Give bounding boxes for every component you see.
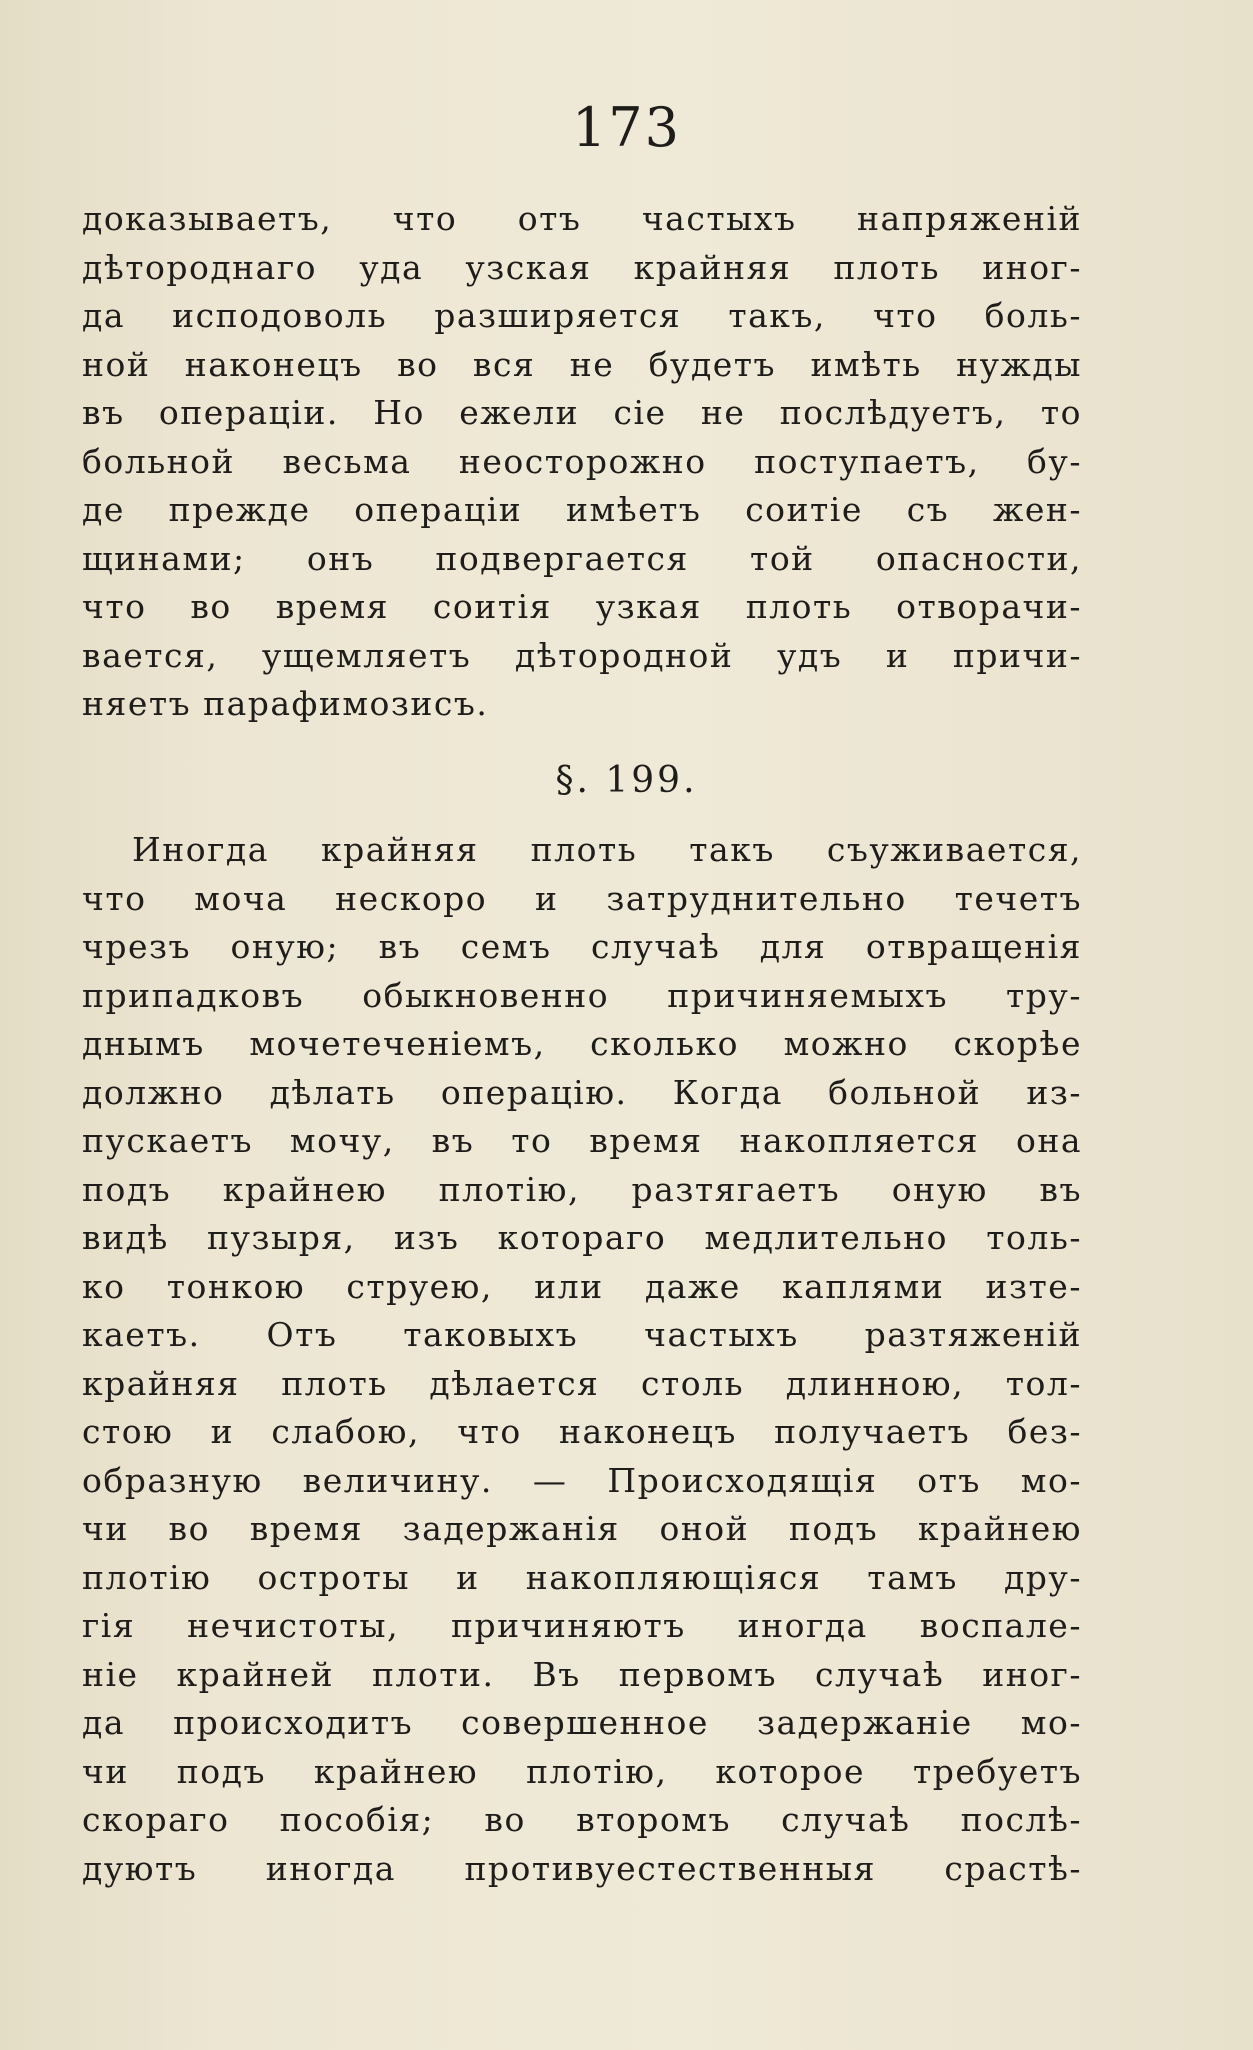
text-line: вается, ущемляетъ дѣтородной удъ и причи-	[82, 635, 1082, 675]
text-line: де прежде операцiи имѣетъ соитiе съ жен-	[82, 490, 1082, 529]
page-number: 173	[571, 96, 682, 159]
text-line: плотiю остроты и накопляющiяся тамъ дру-	[82, 1557, 1082, 1597]
text-line: въ операцiи. Но ежели сiе не послѣдуетъ, то	[82, 393, 1082, 432]
text-line: подъ крайнею плотiю, разтягаетъ оную въ	[82, 1169, 1082, 1209]
text-line: что моча нескоро и затруднительно течетъ	[82, 878, 1082, 918]
text-line: ко тонкою струею, или даже каплями изте-	[82, 1266, 1082, 1306]
text-line: стою и слабою, что наконецъ получаетъ без-	[82, 1412, 1082, 1451]
text-line: чи подъ крайнею плотiю, которое требуетъ	[82, 1751, 1082, 1791]
text-line: каетъ. Отъ таковыхъ частыхъ разтяженiй	[82, 1315, 1082, 1354]
text-line: щинами; онъ подвергается той опасности,	[82, 538, 1082, 578]
text-line: днымъ мочетеченiемъ, сколько можно скорѣе	[82, 1024, 1082, 1063]
text-line: видѣ пузыря, изъ котораго медлительно толь-	[82, 1218, 1082, 1257]
text-line: да исподоволь разширяется такъ, что боль-	[82, 296, 1082, 335]
text-line: няетъ парафимозисъ.	[82, 684, 489, 723]
text-line: дуютъ иногда противуестественныя срастѣ-	[82, 1848, 1082, 1888]
text-line: пускаетъ мочу, въ то время накопляется она	[82, 1121, 1082, 1160]
text-line: должно дѣлать операцiю. Когда больной из-	[82, 1072, 1082, 1112]
text-line: припадковъ обыкновенно причиняемыхъ тру-	[82, 975, 1082, 1015]
text-line: дѣтороднаго уда узская крайняя плоть иног-	[82, 247, 1082, 287]
text-line: доказываетъ, что отъ частыхъ напряженiй	[82, 199, 1082, 238]
text-line: больной весьма неосторожно поступаетъ, бу-	[82, 441, 1082, 481]
text-line: ной наконецъ во вся не будетъ имѣть нужды	[82, 344, 1082, 384]
text-line: образную величину. — Происходящiя отъ мо-	[82, 1460, 1082, 1500]
paragraph-1	[82, 195, 1082, 729]
section-heading: §. 199.	[555, 760, 698, 801]
paragraph-2	[82, 826, 1082, 1893]
text-line: чрезъ оную; въ семъ случаѣ для отвращенiя	[82, 927, 1082, 966]
text-line: крайняя плоть дѣлается столь длинною, тол-	[82, 1363, 1082, 1403]
text-line: гiя нечистоты, причиняютъ иногда воспале-	[82, 1606, 1082, 1645]
text-line: что во время соитiя узкая плоть отворачи-	[82, 587, 1082, 626]
text-line: скораго пособiя; во второмъ случаѣ послѣ-	[82, 1800, 1082, 1839]
text-line: нiе крайней плоти. Въ первомъ случаѣ иног-	[82, 1654, 1082, 1694]
text-line: Иногда крайняя плоть такъ съуживается,	[132, 830, 1082, 869]
text-line: да происходитъ совершенное задержанiе мо-	[82, 1703, 1082, 1742]
text-line: чи во время задержанiя оной подъ крайнею	[82, 1509, 1082, 1548]
